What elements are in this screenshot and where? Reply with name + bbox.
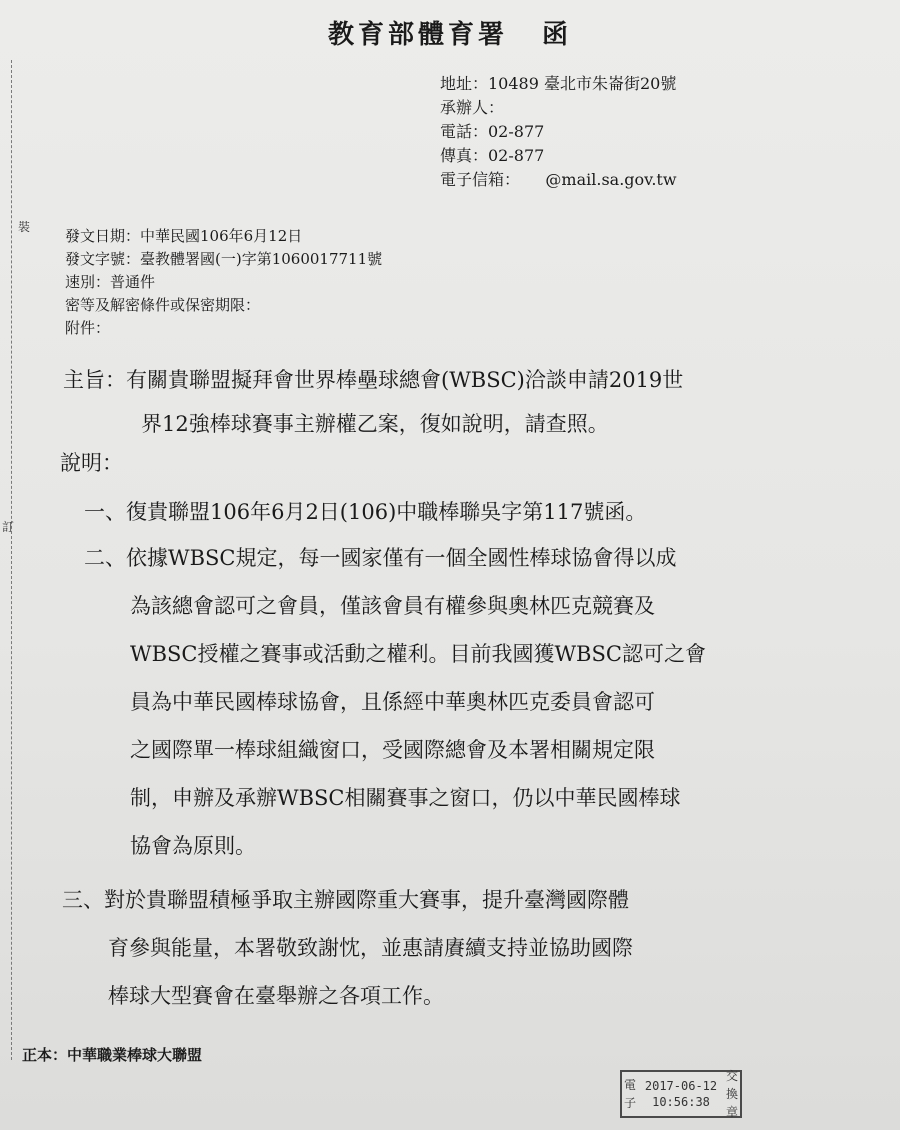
contact-email: 電子信箱： @mail.sa.gov.tw <box>440 170 677 189</box>
stamp-seal: 章 <box>725 1105 738 1119</box>
speed-class: 速別：普通件 <box>65 273 156 291</box>
explanation-item-1 <box>84 488 646 536</box>
contact-address: 地址：10489 臺北市朱崙街20號 <box>440 74 677 93</box>
binding-line <box>11 60 12 1060</box>
contact-handler: 承辦人： <box>440 98 505 117</box>
issue-date: 發文日期：中華民國106年6月12日 <box>65 227 303 245</box>
secrecy-level: 密等及解密條件或保密期限： <box>65 296 261 314</box>
explanation-item-3 <box>62 876 633 1020</box>
subject-block <box>63 358 683 446</box>
title-org: 教育部體育署 <box>327 20 508 50</box>
subject-line-1: 主旨：有關貴聯盟擬拜會世界棒壘球總會(WBSC)洽談申請2019世 <box>63 368 684 392</box>
item-line: WBSC授權之賽事或活動之權利。目前我國獲WBSC認可之會 <box>130 642 706 666</box>
item-line: 制，申辦及承辦WBSC相關賽事之窗口，仍以中華民國棒球 <box>130 786 681 810</box>
item-line: 為該總會認可之會員，僅該會員有權參與奧林匹克競賽及 <box>130 594 655 618</box>
issue-number: 發文字號：臺教體署國(一)字第1060017711號 <box>65 250 383 268</box>
stamp-time: 10:56:38 <box>652 1095 710 1109</box>
explanation-heading: 說明： <box>60 451 123 475</box>
stamp-right-text <box>724 1067 740 1121</box>
item-line: 三、對於貴聯盟積極爭取主辦國際重大賽事，提升臺灣國際體 <box>62 888 629 912</box>
exchange-stamp <box>620 1070 742 1118</box>
item-line: 棒球大型賽會在臺舉辦之各項工作。 <box>108 984 444 1008</box>
stamp-left-text: 電子 <box>623 1078 636 1110</box>
document-title <box>0 14 900 51</box>
explanation-item-2 <box>84 534 706 870</box>
stamp-right: 交換 <box>725 1069 738 1101</box>
contact-phone: 電話：02-877 <box>440 122 545 141</box>
title-type: 函 <box>542 20 573 50</box>
contact-fax: 傳真：02-877 <box>440 146 545 165</box>
stamp-datetime <box>638 1078 724 1110</box>
item-line: 育參與能量，本署敬致謝忱，並惠請賡續支持並協助國際 <box>108 936 633 960</box>
binding-mark-bottom: 訂 <box>2 520 15 534</box>
attachment: 附件： <box>65 319 111 337</box>
subject-line-2: 界12強棒球賽事主辦權乙案，復如說明，請查照。 <box>141 412 609 436</box>
stamp-date: 2017-06-12 <box>644 1079 718 1093</box>
recipient: 正本：中華職業棒球大聯盟 <box>22 1046 203 1064</box>
item-line: 之國際單一棒球組織窗口，受國際總會及本署相關規定限 <box>130 738 655 762</box>
item-line: 協會為原則。 <box>130 834 256 858</box>
item-line: 一、復貴聯盟106年6月2日(106)中職棒聯吳字第117號函。 <box>84 500 647 524</box>
item-line: 二、依據WBSC規定，每一國家僅有一個全國性棒球協會得以成 <box>84 546 677 570</box>
contact-block <box>440 72 677 192</box>
binding-mark-top: 裝 <box>18 220 31 234</box>
item-line: 員為中華民國棒球協會，且係經中華奧林匹克委員會認可 <box>130 690 655 714</box>
meta-block <box>65 225 382 340</box>
